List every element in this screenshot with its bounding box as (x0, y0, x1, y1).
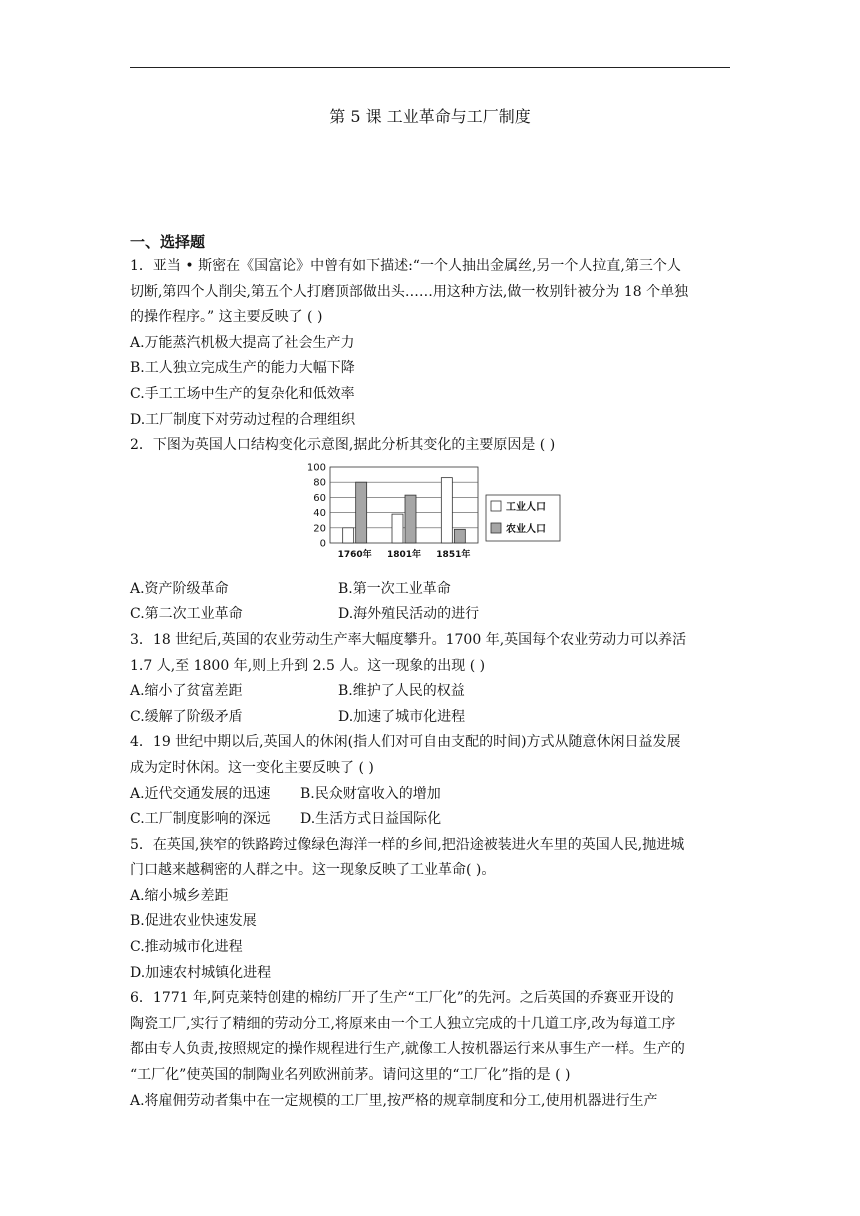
bar-industrial (343, 528, 354, 543)
x-tick-label: 1801年 (386, 549, 422, 560)
question-2-options-row-2 (130, 602, 732, 628)
y-tick-label: 40 (313, 507, 326, 519)
page-title: 第 5 课 工业革命与工厂制度 (329, 107, 531, 126)
y-tick-label: 60 (313, 492, 326, 504)
question-3 (130, 628, 732, 730)
question-3-options-row-2 (130, 705, 732, 731)
question-1-stem-line-2: 切断,第四个人削尖,第五个人打磨顶部做出头……用这种方法,做一枚别针被分为 18 个单独 (130, 283, 689, 300)
question-6 (130, 986, 732, 1114)
question-5-stem-line-2: 门口越来越稠密的人群之中。这一现象反映了工业革命( )。 (130, 862, 496, 879)
question-4-option-c: C.工厂制度影响的深远 (130, 811, 271, 828)
question-2-stem: 2．下图为英国人口结构变化示意图,据此分析其变化的主要原因是 ( ) (130, 437, 556, 454)
question-4-stem-line-2: 成为定时休闲。这一变化主要反映了 ( ) (130, 759, 374, 776)
question-4-option-a: A.近代交通发展的迅速 (130, 785, 271, 802)
legend-swatch (491, 523, 501, 533)
question-2-option-b: B.第一次工业革命 (338, 580, 451, 597)
header-rule (130, 67, 730, 68)
question-4 (130, 730, 732, 832)
x-tick-label: 1760年 (337, 549, 372, 560)
question-2-option-c: C.第二次工业革命 (130, 606, 243, 623)
question-3-option-a: A.缩小了贫富差距 (130, 683, 243, 700)
y-tick-label: 100 (306, 462, 326, 474)
question-2-option-d: D.海外殖民活动的进行 (338, 606, 480, 623)
section-heading: 一、选择题 (130, 233, 206, 251)
question-1-option-c: C.手工工场中生产的复杂化和低效率 (130, 385, 355, 402)
question-3-options-row-1 (130, 679, 732, 705)
question-1-stem-line-1: 1．亚当 • 斯密在《国富论》中曾有如下描述:“一个人抽出金属丝,另一个人拉直,第三个人 (130, 258, 681, 274)
y-tick-label: 20 (313, 523, 326, 535)
question-4-options-row-1 (130, 782, 732, 808)
question-1-stem-line-3: 的操作程序。” 这主要反映了 ( ) (130, 309, 323, 326)
x-tick-label: 1851年 (436, 549, 471, 560)
bar-agricultural (356, 482, 367, 543)
population-chart-container (130, 459, 732, 577)
population-chart (302, 461, 562, 571)
question-1-option-a: A.万能蒸汽机极大提高了社会生产力 (130, 334, 355, 351)
question-3-option-c: C.缓解了阶级矛盾 (130, 708, 243, 725)
question-6-stem-line-3: 都由专人负责,按照规定的操作规程进行生产,就像工人按机器运行来从事生产一样。生产的 (130, 1041, 685, 1058)
question-2 (130, 433, 732, 628)
bar-industrial (441, 477, 452, 542)
question-5-option-c: C.推动城市化进程 (130, 939, 243, 956)
question-2-options-row-1 (130, 577, 732, 603)
question-4-option-b: B.民众财富收入的增加 (300, 785, 441, 802)
question-1-option-b: B.工人独立完成生产的能力大幅下降 (130, 360, 355, 377)
legend-swatch (491, 501, 501, 511)
question-4-option-d: D.生活方式日益国际化 (300, 811, 442, 828)
question-1-option-d: D.工厂制度下对劳动过程的合理组织 (130, 411, 356, 428)
question-3-stem-line-2: 1.7 人,至 1800 年,则上升到 2.5 人。这一现象的出现 ( ) (130, 657, 486, 674)
question-4-stem-line-1: 4．19 世纪中期以后,英国人的休闲(指人们对可自由支配的时间)方式从随意休闲日益发展 (130, 734, 681, 751)
question-6-stem-line-1: 6．1771 年,阿克莱特创建的棉纺厂开了生产“工厂化”的先河。之后英国的乔赛亚开设的 (130, 990, 674, 1007)
question-1 (130, 254, 732, 433)
y-tick-label: 80 (313, 477, 326, 489)
question-6-stem-line-4: “工厂化”使英国的制陶业名列欧洲前茅。请问这里的“工厂化”指的是 ( ) (130, 1067, 571, 1084)
question-5-option-a: A.缩小城乡差距 (130, 887, 229, 904)
question-6-stem-line-2: 陶瓷工厂,实行了精细的劳动分工,将原来由一个工人独立完成的十几道工序,改为每道工序 (130, 1015, 676, 1032)
question-5-stem-line-1: 5．在英国,狭窄的铁路跨过像绿色海洋一样的乡间,把沿途被装进火车里的英国人民,抛进城 (130, 836, 685, 853)
y-tick-label: 0 (319, 538, 326, 550)
question-5 (130, 833, 732, 987)
question-3-option-d: D.加速了城市化进程 (338, 708, 466, 725)
bar-agricultural (454, 529, 465, 543)
question-5-option-d: D.加速农村城镇化进程 (130, 964, 272, 981)
question-4-options-row-2 (130, 807, 732, 833)
legend-label: 农业人口 (506, 523, 546, 535)
question-3-option-b: B.维护了人民的权益 (338, 683, 465, 700)
question-6-option-a: A.将雇佣劳动者集中在一定规模的工厂里,按严格的规章制度和分工,使用机器进行生产 (130, 1092, 658, 1109)
question-3-stem-line-1: 3．18 世纪后,英国的农业劳动生产率大幅度攀升。1700 年,英国每个农业劳动力可以养活 (130, 631, 687, 648)
document-body (130, 230, 732, 1114)
question-5-option-b: B.促进农业快速发展 (130, 913, 257, 930)
bar-industrial (392, 514, 403, 543)
question-2-option-a: A.资产阶级革命 (130, 580, 229, 597)
legend-label: 工业人口 (506, 501, 546, 513)
bar-agricultural (405, 495, 416, 543)
